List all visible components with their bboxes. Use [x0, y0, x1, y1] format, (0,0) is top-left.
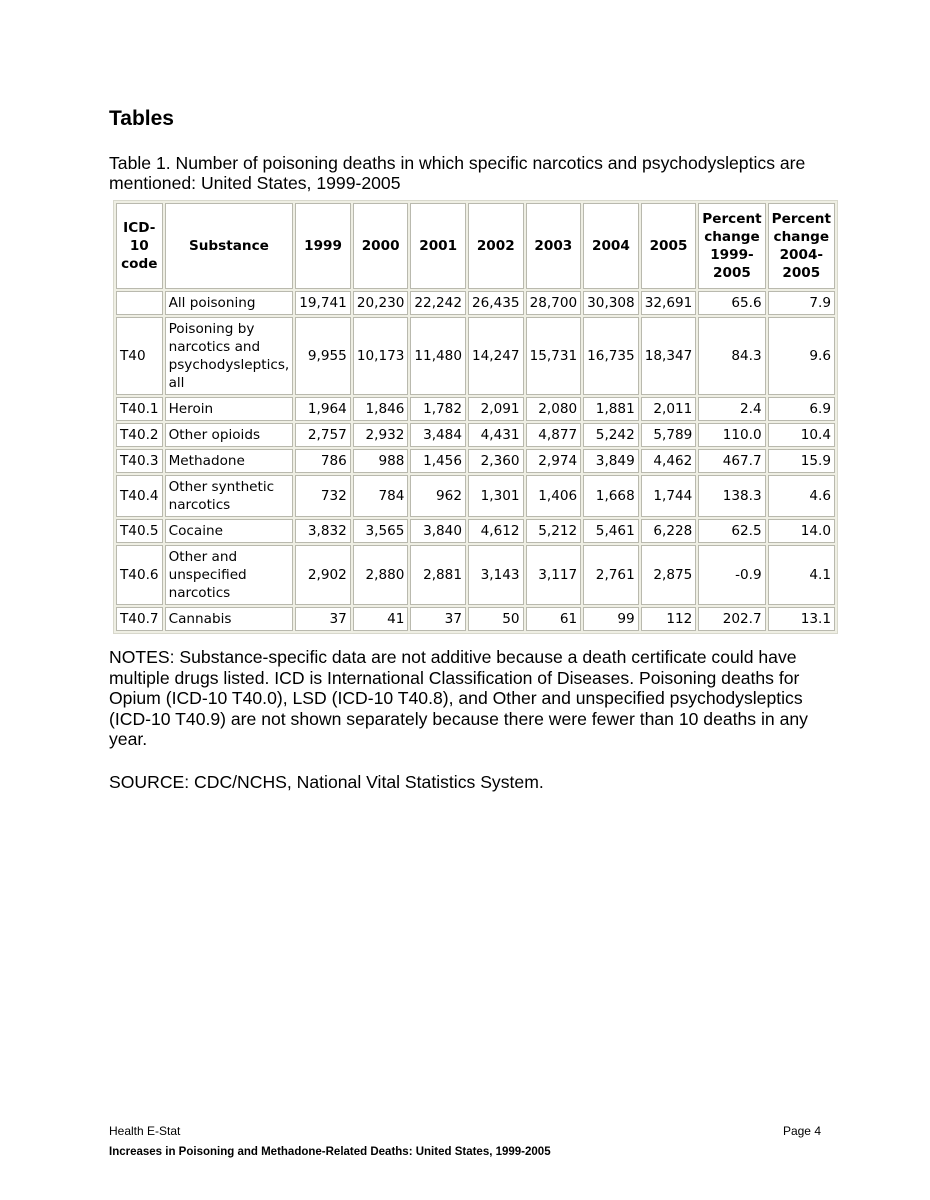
header-2004: 2004 — [583, 203, 639, 289]
cell-value: 10,173 — [353, 317, 409, 395]
header-pct-change-1999-2005: Percent change 1999-2005 — [698, 203, 765, 289]
cell-substance: Poisoning by narcotics and psychodysleptics, all — [165, 317, 294, 395]
cell-value: 3,565 — [353, 519, 409, 543]
table-row — [116, 449, 835, 473]
table-body — [116, 291, 835, 631]
cell-value: 3,849 — [583, 449, 639, 473]
cell-value: 3,484 — [410, 423, 466, 447]
cell-value: 988 — [353, 449, 409, 473]
cell-substance: Other and unspecified narcotics — [165, 545, 294, 605]
cell-value: 1,782 — [410, 397, 466, 421]
cell-value: -0.9 — [698, 545, 765, 605]
cell-value: 50 — [468, 607, 524, 631]
cell-value: 2,875 — [641, 545, 697, 605]
cell-value: 6.9 — [768, 397, 835, 421]
cell-value: 37 — [295, 607, 351, 631]
cell-value: 30,308 — [583, 291, 639, 315]
cell-value: 1,456 — [410, 449, 466, 473]
cell-icd-code: T40.1 — [116, 397, 163, 421]
cell-value: 10.4 — [768, 423, 835, 447]
cell-value: 4,877 — [526, 423, 582, 447]
cell-value: 4.1 — [768, 545, 835, 605]
cell-value: 110.0 — [698, 423, 765, 447]
cell-icd-code: T40.5 — [116, 519, 163, 543]
table-row — [116, 545, 835, 605]
table-row — [116, 519, 835, 543]
cell-value: 2,761 — [583, 545, 639, 605]
cell-value: 9.6 — [768, 317, 835, 395]
cell-substance: Other synthetic narcotics — [165, 475, 294, 517]
cell-value: 2,757 — [295, 423, 351, 447]
cell-value: 2,881 — [410, 545, 466, 605]
table-caption: Table 1. Number of poisoning deaths in which specific narcotics and psychodysleptics are mentioned: United States, 1999-2005 — [109, 153, 806, 193]
cell-substance: Cocaine — [165, 519, 294, 543]
cell-value: 1,744 — [641, 475, 697, 517]
cell-value: 5,461 — [583, 519, 639, 543]
cell-substance: Methadone — [165, 449, 294, 473]
cell-value: 4.6 — [768, 475, 835, 517]
footer-publication: Health E-Stat — [109, 1124, 181, 1138]
cell-value: 61 — [526, 607, 582, 631]
cell-value: 2,080 — [526, 397, 582, 421]
cell-value: 4,462 — [641, 449, 697, 473]
cell-value: 467.7 — [698, 449, 765, 473]
source-note: SOURCE: CDC/NCHS, National Vital Statistics System. — [109, 772, 544, 792]
cell-value: 65.6 — [698, 291, 765, 315]
cell-value: 15.9 — [768, 449, 835, 473]
cell-value: 3,117 — [526, 545, 582, 605]
section-heading: Tables — [109, 107, 174, 130]
cell-value: 15,731 — [526, 317, 582, 395]
cell-value: 41 — [353, 607, 409, 631]
cell-value: 5,212 — [526, 519, 582, 543]
cell-value: 7.9 — [768, 291, 835, 315]
cell-value: 138.3 — [698, 475, 765, 517]
cell-substance: All poisoning — [165, 291, 294, 315]
table-header-row — [116, 203, 835, 289]
cell-value: 2,974 — [526, 449, 582, 473]
cell-substance: Heroin — [165, 397, 294, 421]
cell-value: 14.0 — [768, 519, 835, 543]
header-substance: Substance — [165, 203, 294, 289]
footer-report-title: Increases in Poisoning and Methadone-Related Deaths: United States, 1999-2005 — [109, 1146, 551, 1158]
cell-value: 112 — [641, 607, 697, 631]
cell-value: 1,881 — [583, 397, 639, 421]
cell-icd-code: T40 — [116, 317, 163, 395]
cell-value: 28,700 — [526, 291, 582, 315]
cell-value: 13.1 — [768, 607, 835, 631]
cell-icd-code: T40.4 — [116, 475, 163, 517]
table-row — [116, 607, 835, 631]
cell-value: 4,431 — [468, 423, 524, 447]
header-icd-code: ICD-10 code — [116, 203, 163, 289]
cell-value: 2,011 — [641, 397, 697, 421]
cell-value: 202.7 — [698, 607, 765, 631]
cell-value: 16,735 — [583, 317, 639, 395]
cell-value: 22,242 — [410, 291, 466, 315]
cell-icd-code: T40.7 — [116, 607, 163, 631]
table-row — [116, 291, 835, 315]
footer-page-number: Page 4 — [782, 1124, 821, 1138]
cell-value: 1,668 — [583, 475, 639, 517]
cell-value: 14,247 — [468, 317, 524, 395]
cell-icd-code: T40.6 — [116, 545, 163, 605]
cell-value: 786 — [295, 449, 351, 473]
header-2003: 2003 — [526, 203, 582, 289]
cell-value: 18,347 — [641, 317, 697, 395]
cell-value: 2,880 — [353, 545, 409, 605]
cell-value: 3,840 — [410, 519, 466, 543]
cell-value: 3,832 — [295, 519, 351, 543]
cell-value: 99 — [583, 607, 639, 631]
cell-value: 20,230 — [353, 291, 409, 315]
cell-substance: Other opioids — [165, 423, 294, 447]
cell-icd-code: T40.2 — [116, 423, 163, 447]
cell-value: 2.4 — [698, 397, 765, 421]
header-2005: 2005 — [641, 203, 697, 289]
header-1999: 1999 — [295, 203, 351, 289]
cell-substance: Cannabis — [165, 607, 294, 631]
cell-value: 5,242 — [583, 423, 639, 447]
header-2000: 2000 — [353, 203, 409, 289]
cell-icd-code — [116, 291, 163, 315]
poisoning-deaths-table — [113, 200, 838, 634]
cell-value: 4,612 — [468, 519, 524, 543]
cell-value: 5,789 — [641, 423, 697, 447]
header-2002: 2002 — [468, 203, 524, 289]
cell-value: 962 — [410, 475, 466, 517]
cell-value: 62.5 — [698, 519, 765, 543]
cell-value: 2,902 — [295, 545, 351, 605]
cell-value: 32,691 — [641, 291, 697, 315]
table-row — [116, 317, 835, 395]
cell-value: 732 — [295, 475, 351, 517]
cell-value: 2,360 — [468, 449, 524, 473]
cell-value: 11,480 — [410, 317, 466, 395]
cell-value: 3,143 — [468, 545, 524, 605]
header-2001: 2001 — [410, 203, 466, 289]
cell-value: 6,228 — [641, 519, 697, 543]
cell-value: 1,406 — [526, 475, 582, 517]
notes: NOTES: Substance-specific data are not additive because a death certificate could have multiple drugs listed. ICD is International Classification of Diseases. Poisoning deaths for Opium (ICD-10 T40.0), LSD (ICD-10 T40.8), and Other and unspecified psychodysleptics (ICD-10 T40.9) are not shown separately because there were fewer than 10 deaths in any year. — [109, 647, 808, 749]
cell-value: 37 — [410, 607, 466, 631]
table-row — [116, 475, 835, 517]
cell-icd-code: T40.3 — [116, 449, 163, 473]
cell-value: 784 — [353, 475, 409, 517]
cell-value: 19,741 — [295, 291, 351, 315]
cell-value: 9,955 — [295, 317, 351, 395]
cell-value: 2,091 — [468, 397, 524, 421]
table-row — [116, 397, 835, 421]
cell-value: 1,301 — [468, 475, 524, 517]
table-row — [116, 423, 835, 447]
header-pct-change-2004-2005: Percent change 2004-2005 — [768, 203, 835, 289]
cell-value: 1,846 — [353, 397, 409, 421]
cell-value: 2,932 — [353, 423, 409, 447]
cell-value: 1,964 — [295, 397, 351, 421]
cell-value: 26,435 — [468, 291, 524, 315]
cell-value: 84.3 — [698, 317, 765, 395]
